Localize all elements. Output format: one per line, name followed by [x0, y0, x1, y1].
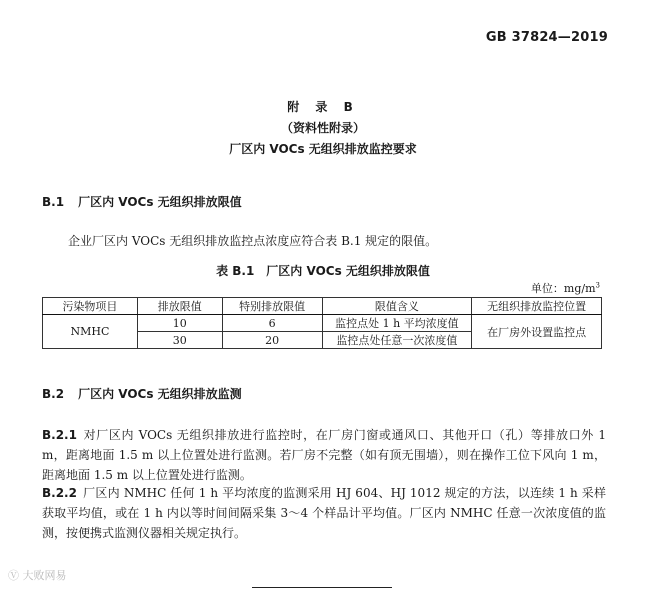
cell-location: 在厂房外设置监控点 — [472, 315, 602, 349]
section-b2-heading — [42, 385, 242, 402]
cell-special-limit: 6 — [222, 315, 322, 332]
section-title: 厂区内 VOCs 无组织排放监测 — [78, 387, 242, 401]
clause-b2-1 — [42, 425, 606, 485]
header-location: 无组织排放监控位置 — [472, 298, 602, 315]
cell-limit: 10 — [137, 315, 222, 332]
appendix-nature: （资料性附录） — [280, 121, 365, 135]
footer-rule — [252, 587, 392, 588]
header-limit: 排放限值 — [137, 298, 222, 315]
cell-pollutant: NMHC — [43, 315, 138, 349]
section-b1-heading — [42, 193, 242, 210]
unit-text: 单位：mg/m — [530, 282, 596, 295]
table-header-row — [43, 298, 602, 315]
clause-text: 厂区内 NMHC 任何 1 h 平均浓度的监测采用 HJ 604、HJ 1012 规定的方法，以连续 1 h 采样获取平均值，或在 1 h 内以等时间间隔采集 3～4 个样品计平均值。厂区内 NMHC 任意一次浓度值的监测，按便携式监测仪器相关规定执行。 — [42, 486, 606, 540]
cell-limit: 30 — [137, 332, 222, 349]
appendix-title: 附 录 B — [287, 100, 359, 114]
section-number: B.1 — [42, 195, 65, 209]
table-row — [43, 315, 602, 332]
clause-number: B.2.1 — [42, 428, 77, 442]
limits-table — [42, 297, 602, 349]
unit-label — [531, 280, 600, 296]
watermark: Ⓥ 大败网易 — [8, 569, 67, 582]
cell-meaning: 监控点处 1 h 平均浓度值 — [322, 315, 472, 332]
header-pollutant: 污染物项目 — [43, 298, 138, 315]
header-special-limit: 特别排放限值 — [222, 298, 322, 315]
unit-superscript: 3 — [595, 281, 600, 290]
section-b1-paragraph: 企业厂区内 VOCs 无组织排放监控点浓度应符合表 B.1 规定的限值。 — [68, 234, 438, 248]
clause-number: B.2.2 — [42, 486, 77, 500]
appendix-subject: 厂区内 VOCs 无组织排放监控要求 — [229, 142, 417, 156]
cell-meaning: 监控点处任意一次浓度值 — [322, 332, 472, 349]
section-title: 厂区内 VOCs 无组织排放限值 — [78, 195, 242, 209]
cell-special-limit: 20 — [222, 332, 322, 349]
standard-number: GB 37824—2019 — [485, 30, 608, 45]
section-number: B.2 — [42, 387, 65, 401]
header-meaning: 限值含义 — [322, 298, 472, 315]
clause-text: 对厂区内 VOCs 无组织排放进行监控时，在厂房门窗或通风口、其他开口（孔）等排放口外 1 m，距离地面 1.5 m 以上位置处进行监测。若厂房不完整（如有顶无围墙），则在操作工位下风向 1 m，距离地面 1.5 m 以上位置处进行监测。 — [42, 428, 606, 482]
table-caption: 表 B.1 厂区内 VOCs 无组织排放限值 — [216, 264, 430, 278]
clause-b2-2 — [42, 483, 606, 543]
